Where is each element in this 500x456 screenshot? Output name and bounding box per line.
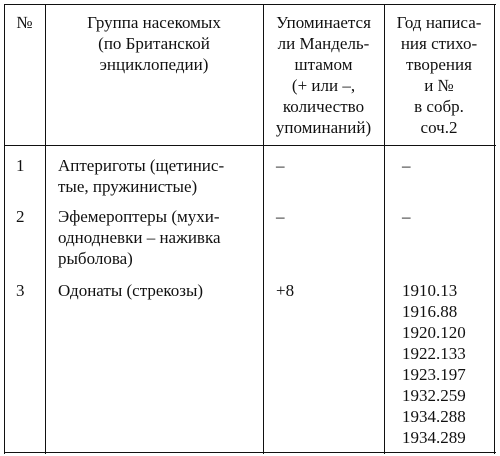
row-1-group-line: Аптериготы (щетинис-: [58, 156, 225, 175]
row-1-mentions: –: [276, 156, 285, 175]
header-mentions-line: штамом: [294, 55, 353, 74]
row-1-group-line: тые, пружинистые): [58, 177, 198, 196]
header-year-line: Год написа-: [396, 13, 482, 32]
row-2-mentions: –: [276, 207, 285, 226]
header-mentions-line: (+ или –,: [291, 76, 356, 95]
header-group: [45, 12, 263, 75]
header-mentions-line: ли Мандель-: [277, 34, 370, 53]
header-group-line: (по Британской: [98, 34, 210, 53]
row-3-num: 3: [16, 281, 25, 300]
year-entry: 1916.88: [402, 302, 458, 321]
table-left-border: [4, 4, 5, 454]
header-mentions-line: количество: [282, 97, 365, 116]
header-year-line: творения: [406, 55, 472, 74]
row-2-group-line: Эфемероптеры (мухи-: [58, 207, 220, 226]
row-2-group: [58, 206, 221, 269]
table-top-border: [4, 4, 496, 5]
year-entry: 1934.289: [402, 428, 466, 447]
year-entry: 1922.133: [402, 344, 466, 363]
header-year-line: в собр.: [414, 97, 464, 116]
row-2-years: –: [402, 207, 411, 226]
header-year-line: и №: [424, 76, 454, 95]
insect-table: [4, 4, 496, 454]
header-num: №: [16, 13, 33, 32]
row-3-years: [402, 280, 466, 448]
row-2-num: 2: [16, 207, 25, 226]
header-group-line: Группа насекомых: [87, 13, 221, 32]
row-1-num: 1: [16, 156, 25, 175]
header-mentions-line: Упоминается: [276, 13, 371, 32]
row-2-group-line: однодневки – наживка: [58, 228, 221, 247]
row-2-group-line: рыболова): [58, 249, 133, 268]
header-group-line: энциклопедии): [99, 55, 209, 74]
year-entry: 1932.259: [402, 386, 466, 405]
header-mentions: [263, 12, 384, 138]
year-entry: 1910.13: [402, 281, 458, 300]
header-year-line: ния стихо-: [400, 34, 478, 53]
row-3-group: Одонаты (стрекозы): [58, 281, 204, 300]
header-mentions-line: упоминаний): [275, 118, 372, 137]
header-year: [384, 12, 494, 138]
row-1-group: [58, 155, 224, 197]
row-1-years: –: [402, 156, 411, 175]
header-bottom-border: [4, 145, 496, 146]
row-3-mentions: +8: [276, 281, 295, 300]
table-right-border: [494, 4, 495, 454]
year-entry: 1923.197: [402, 365, 466, 384]
table-bottom-border: [4, 452, 496, 453]
year-entry: 1934.288: [402, 407, 466, 426]
year-entry: 1920.120: [402, 323, 466, 342]
header-year-line: соч.2: [420, 118, 458, 137]
